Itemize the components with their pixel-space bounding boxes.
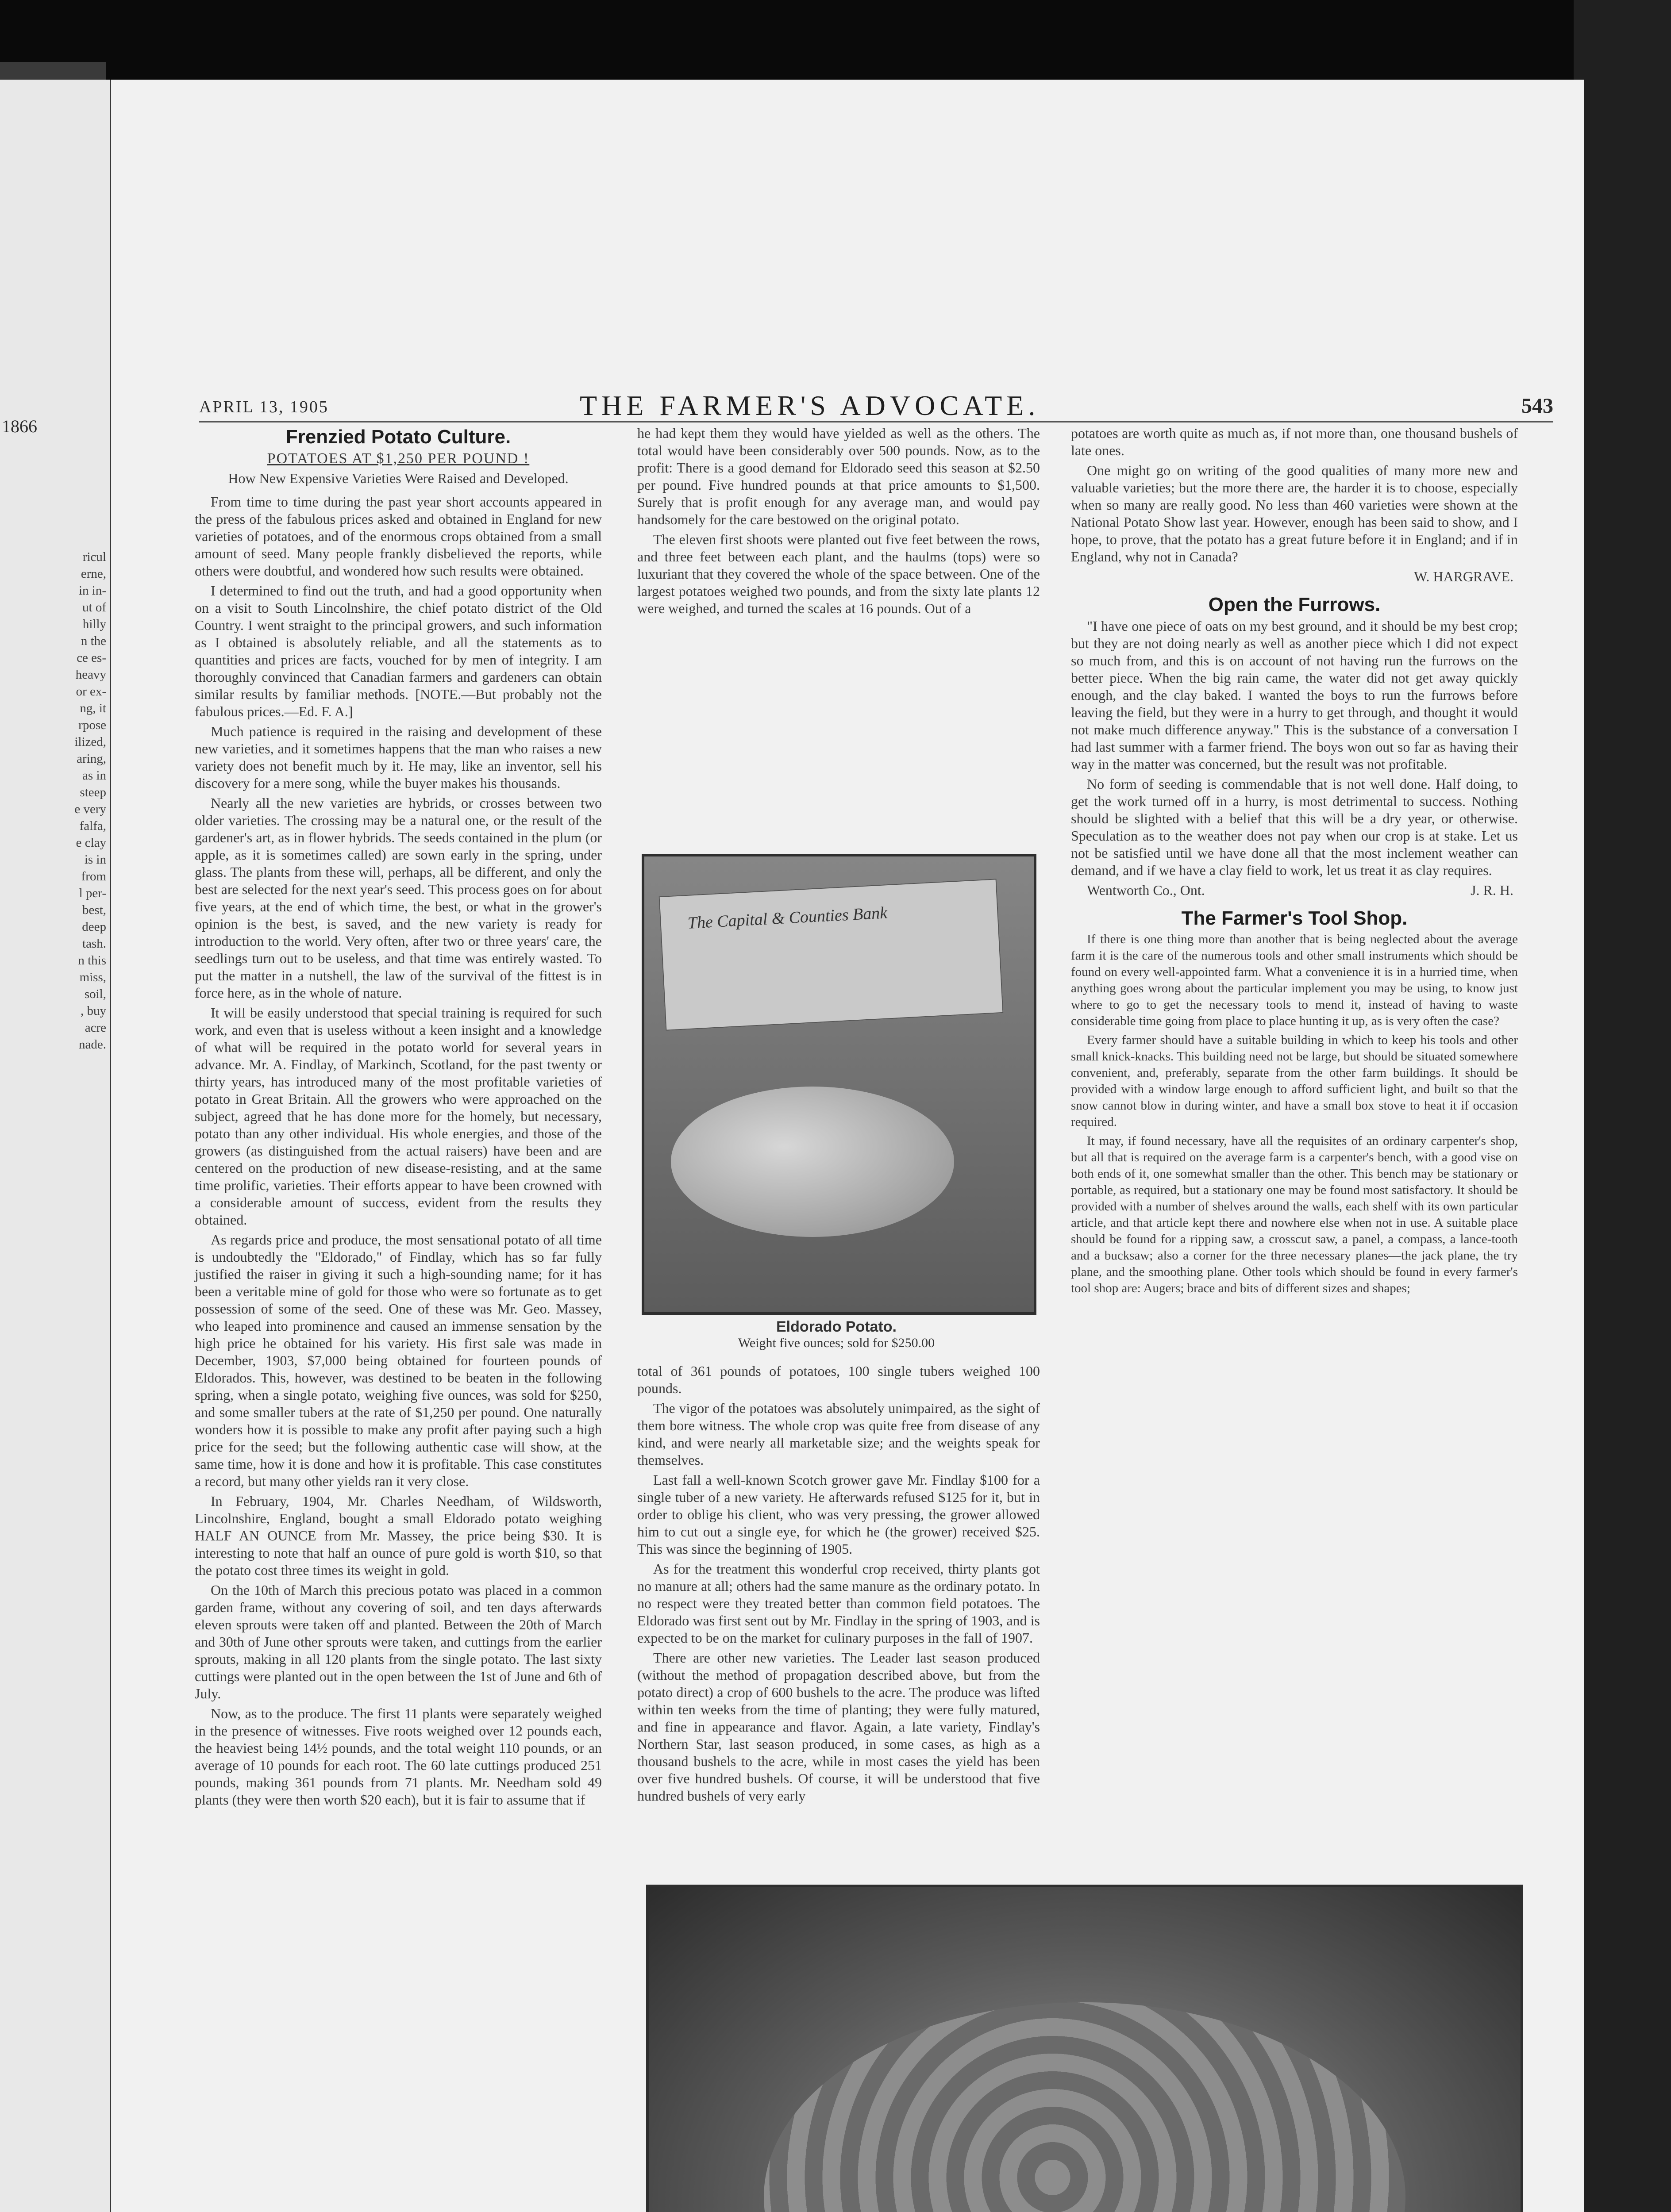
previous-page-strip bbox=[0, 80, 110, 2212]
caption-title: Eldorado Potato. bbox=[776, 1318, 897, 1335]
paragraph: potatoes are worth quite as much as, if not more than, one thousand bushels of late ones. bbox=[1071, 425, 1518, 458]
column-3 bbox=[1071, 425, 1518, 1299]
film-edge-right bbox=[1574, 0, 1671, 2212]
column-2-top bbox=[637, 425, 1040, 620]
potato-basket-photo bbox=[646, 1885, 1523, 2212]
bank-cheque-image bbox=[659, 879, 1004, 1031]
column-1 bbox=[195, 425, 602, 1811]
article-byline bbox=[1071, 882, 1518, 899]
page-number: 543 bbox=[1521, 394, 1553, 418]
paragraph: On the 10th of March this precious potato was placed in a common garden frame, without any covering of soil, and ten days afterwards eleven sprouts were taken off and planted. Between the 20th of March and 30th of June other sprouts were taken, and cuttings from the earlier sprouts, making in all 120 plants from the single potato. The last sixty cuttings were planted out in the open between the 1st of June and 6th of July. bbox=[195, 1582, 602, 1701]
header-rule bbox=[199, 421, 1553, 422]
paragraph: "I have one piece of oats on my best ground, and it should be my best crop; but they are not doing nearly as well as another piece which I did not expect so much from, and this is on account of not having run the furrows on the better piece. When the big rain came, the water did not get away quickly enough, and the clay baked. I wanted the boys to run the furrows before leaving the field, but they were in a hurry to get through, and thought it would not make much difference anyway." This is the substance of a conversation I had last summer with a farmer friend. The boys won out so far as having their way in the matter was concerned, but the result was not profitable. bbox=[1071, 618, 1518, 772]
paragraph: total of 361 pounds of potatoes, 100 single tubers weighed 100 pounds. bbox=[637, 1363, 1040, 1396]
paragraph: If there is one thing more than another that is being neglected about the average farm it is the care of the numerous tools and other small instruments which should be found on every well-appointed farm. What a convenience it is in a hurried time, when anything goes wrong about the particular implement you may be using, to know just where to go to get the necessary tools to mend it, instead of having to waste considerable time going from place to place hunting it up, as is very often the case? bbox=[1071, 932, 1518, 1028]
paragraph: Every farmer should have a suitable building in which to keep his tools and other small knick-knacks. This building need not be large, but should be situated somewhere convenient, and, preferably, separate from the other farm buildings. It should be provided with a window large enough to afford sufficient light, and built so that the snow cannot blow in during winter, and have a small box stove to heat it if occasion required. bbox=[1071, 1033, 1518, 1129]
paragraph: As for the treatment this wonderful crop received, thirty plants got no manure at all; others had the same manure as the ordinary potato. In no respect were they treated better than common field potatoes. The Eldorado was first sent out by Mr. Findlay in the spring of 1903, and is expected to be on the market for culinary purposes in the fall of 1907. bbox=[637, 1561, 1040, 1646]
column-2-bottom bbox=[637, 1363, 1040, 1807]
paragraph: The eleven first shoots were planted out five feet between the rows, and three feet between each plant, and the haulms (tops) were so luxuriant that they covered the whole of the space between. One of the largest potatoes weighed two pounds, and from the sixty late plants 12 were weighed, and turned the scales at 16 pounds. Out of a bbox=[637, 531, 1040, 616]
paragraph: I determined to find out the truth, and had a good opportunity when on a visit to South Lincolnshire, the chief potato district of the Old Country. I went straight to the principal growers, and such information as I obtained is absolutely reliable, and all the statements as to quantities and prices are facts, vouched for by men of integrity. I am thoroughly convinced that Canadian farmers and gardeners can obtain similar results by familiar methods. [NOTE.—But probably not the fabulous prices.—Ed. F. A.] bbox=[195, 583, 602, 719]
article-body bbox=[1071, 931, 1518, 1297]
paragraph: The vigor of the potatoes was absolutely unimpaired, as the sight of them bore witness. The whole crop was quite free from disease of any kind, and were nearly all marketable size; and the weights speak for themselves. bbox=[637, 1400, 1040, 1468]
paragraph: It will be easily understood that special training is required for such work, and even that is useless without a keen insight and a knowledge of what will be required in the potato world for several years in advance. Mr. A. Findlay, of Markinch, Scotland, for the past twenty or thirty years, has introduced many of the most profitable varieties of potato in Great Britain. All the growers who were approached on the subject, agreed that he has done more for the homely, but necessary, potato than any other individual. His whole energies, and those of the growers (as distinguished from the actual raisers) have been and are centered on the production of new disease-resisting, and at the same time prolific, varieties. Their efforts appear to have been crowned with a considerable amount of success, evident from the results they obtained. bbox=[195, 1005, 602, 1228]
newspaper-page bbox=[111, 80, 1584, 2212]
article-subhead: POTATOES AT $1,250 PER POUND ! bbox=[267, 450, 530, 467]
paragraph: It may, if found necessary, have all the requisites of an ordinary carpenter's shop, but all that is required on the average farm is a carpenter's bench, with a good vise on both ends of it, one somewhat smaller than the other. This bench may be stationary or portable, as required, but a stationary one may be found most satisfactory. It should be provided with a number of shelves around the walls, each shelf with its own particular article, and that article kept there and nowhere else when not in use. A suitable place should be found for a ripping saw, a crosscut saw, a panel, a compass, a lance-tooth and a bucksaw; also a corner for the three necessary planes—the jack plane, the try plane, and the smoothing plane. Other tools which should be found in every farmer's tool shop are: Augers; brace and bits of different sizes and shapes; bbox=[1071, 1134, 1518, 1295]
photo-caption bbox=[642, 1318, 1031, 1351]
byline-initials: J. R. H. bbox=[1471, 882, 1513, 898]
article-headline: Frenzied Potato Culture. bbox=[285, 426, 511, 448]
paragraph: he had kept them they would have yielded as well as the others. The total would have been considerably over 500 pounds. Now, as to the profit: There is a good demand for Eldorado seed this season at $2.50 per pound. Five hundred pounds at that price amounts to $1,500. Surely that is profit enough for any average man, and would pay handsomely for the care bestowed on the original potato. bbox=[637, 425, 1040, 527]
byline-place: Wentworth Co., Ont. bbox=[1087, 882, 1205, 898]
previous-page-number: 1866 bbox=[2, 416, 37, 436]
page-header bbox=[199, 389, 1553, 420]
paragraph: There are other new varieties. The Leader last season produced (without the method of propagation described above, but from the potato direct) a crop of 600 bushels to the acre. The produce was lifted within ten weeks from the time of planting; they were fully matured, and fine in appearance and flavor. Again, a late variety, Findlay's Northern Star, last season produced, in some cases, as high as a thousand bushels to the acre, while in most cases the yield has been over five hundred bushels. Of course, it will be understood that five hundred bushels of very early bbox=[637, 1650, 1040, 1804]
article-headline: The Farmer's Tool Shop. bbox=[1181, 907, 1408, 929]
paragraph: Now, as to the produce. The first 11 plants were separately weighed in the presence of witnesses. Five roots weighed over 12 pounds each, the heaviest being 14½ pounds, and the total weight 110 pounds, or an average of 10 pounds for each root. The 60 late cuttings produced 251 pounds, making 361 pounds from 71 plants. Mr. Needham sold 49 plants (they were then worth $20 each), but it is fair to assume that if bbox=[195, 1705, 602, 1808]
paragraph: In February, 1904, Mr. Charles Needham, of Wildsworth, Lincolnshire, England, bought a small Eldorado potato weighing HALF AN OUNCE from Mr. Massey, the price being $30. It is interesting to note that half an ounce of pure gold is worth $10, so that the potato cost three times its weight in gold. bbox=[195, 1493, 602, 1578]
paragraph: No form of seeding is commendable that is not well done. Half doing, to get the work turned off in a hurry, is most detrimental to success. Nothing should be slighted with a belief that this will be a dry year, or otherwise. Speculation as to the weather does not pay when our crop is at stake. Let us not be satisfied until we have done all that the most inclement weather can demand, and if we have a clay field to work, let us treat it as clay requires. bbox=[1071, 776, 1518, 878]
cheque-text: The Capital & Counties Bank bbox=[687, 903, 888, 933]
potato-image bbox=[671, 1087, 954, 1237]
paragraph: Nearly all the new varieties are hybrids, or crosses between two older varieties. The crossing may be a natural one, or the result of the gardener's art, as in flower hybrids. The seeds contained in the plum (or apple, as it is sometimes called) are sown early in the spring, under glass. The plants from these will, perhaps, all be different, and only the best are selected for the next year's seed. This process goes on for about five years, at the end of which time, the best, or what in the grower's opinion is the best, is saved, and the new variety is ready for introduction to the world. Very often, after two or three years' care, the seedlings turn out to be useless, and that time was entirely wasted. To put the matter in a nutshell, the law of the survival of the fittest is in force here, as in the whole of nature. bbox=[195, 795, 602, 1001]
paragraph: Last fall a well-known Scotch grower gave Mr. Findlay $100 for a single tuber of a new variety. He afterwards refused $125 for it, but in order to oblige his client, who was very pressing, the grower allowed him to cut out a single eye, for which he (the grower) received $25. This was since the beginning of 1905. bbox=[637, 1472, 1040, 1557]
caption-text: Weight five ounces; sold for $250.00 bbox=[738, 1336, 935, 1350]
issue-date: APRIL 13, 1905 bbox=[199, 398, 329, 416]
article-headline: Open the Furrows. bbox=[1208, 594, 1381, 615]
masthead: THE FARMER'S ADVOCATE. bbox=[580, 390, 1040, 421]
paragraph: Much patience is required in the raising and development of these new varieties, and it sometimes happens that the man who raises a new variety does not benefit much by it. He may, like an inventor, sell his discovery for a mere song, while the buyer makes his thousands. bbox=[195, 723, 602, 791]
basket-image bbox=[764, 2002, 1405, 2212]
paragraph: From time to time during the past year short accounts appeared in the press of the fabulous prices asked and obtained in England for new varieties of potatoes, and of the enormous crops obtained from a small amount of seed. Many people frankly disbelieved the reports, while others were doubtful, and wondered how such results were obtained. bbox=[195, 494, 602, 579]
previous-page-text-fragment: ricul erne, in in- ut of hilly n the ce es- heavy or ex- ng, it rpose ilized, aring, as in steep e very falfa, e clay is in from l per- best, deep tash. n this miss, soil, , buy acre nade. bbox=[74, 550, 106, 1052]
article-deck: How New Expensive Varieties Were Raised and Developed. bbox=[228, 470, 569, 486]
eldorado-potato-photo bbox=[642, 854, 1036, 1315]
paragraph: As regards price and produce, the most sensational potato of all time is undoubtedly the "Eldorado," of Findlay, which has so far fully justified the raiser in giving it such a high-sounding name; for it has been a veritable mine of gold for those who were so fortunate as to get possession of some of the seed. One of these was Mr. Geo. Massey, who leaped into prominence and caused an immense sensation by the high price he obtained for his variety. His first sale was made in December, 1903, $7,000 being obtained for fourteen pounds of Eldorados. This, however, was destined to be beaten in the following spring, when a single potato, weighing five ounces, was sold for $250, and some smaller tubers at the rate of $1,250 per pound. One naturally wonders how it is possible to make any profit after paying such a high price for the seed; but the following authentic case will show, at the same time, how it is done and how it is profitable. This case constitutes a record, but many other yields ran it very close. bbox=[195, 1232, 602, 1489]
author-signature: W. HARGRAVE. bbox=[1414, 568, 1513, 584]
paragraph: One might go on writing of the good qualities of many more new and valuable varieties; but the more there are, the harder it is to choose, especially when so many are really good. No less than 460 varieties were shown at the National Potato Show last year. However, enough has been said to show, and I hope, to prove, that the potato has a great future before it in England; and if in England, why not in Canada? bbox=[1071, 462, 1518, 565]
